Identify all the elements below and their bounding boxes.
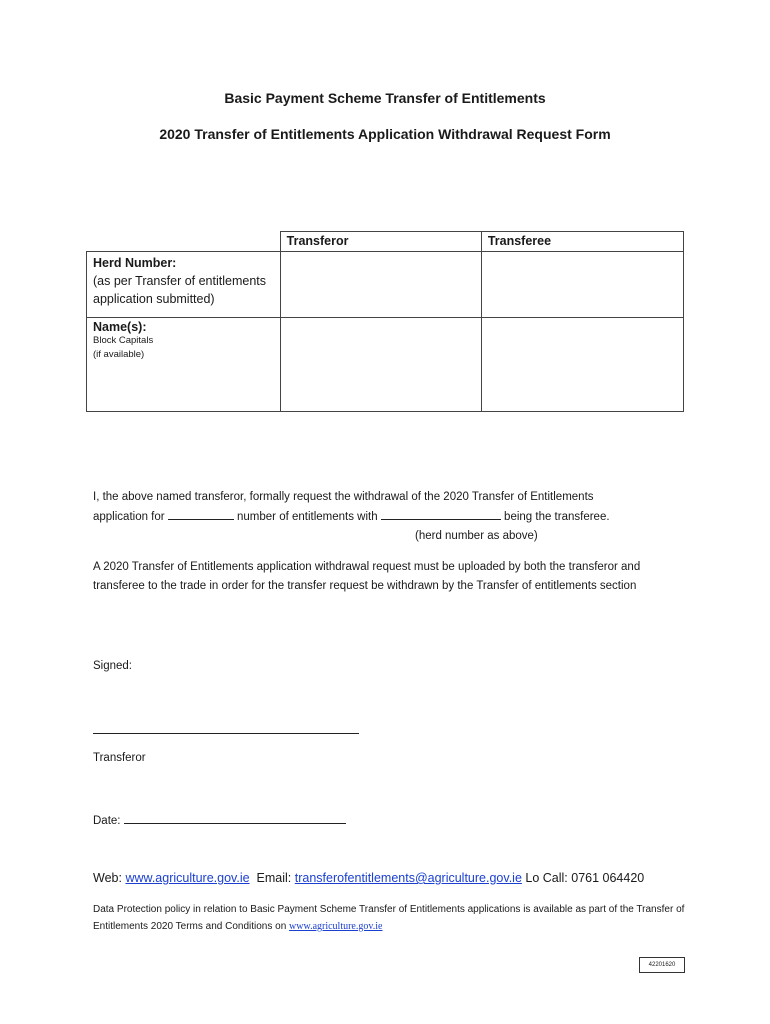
lo-call-number: Lo Call: 0761 064420 (525, 871, 645, 885)
statement-line-2-start: application for (93, 511, 165, 523)
web-link[interactable]: www.agriculture.gov.ie (125, 871, 250, 885)
transferor-label: Transferor (93, 752, 146, 764)
statement-line-2 (93, 507, 693, 527)
transferee-herd-number-field[interactable] (481, 252, 683, 318)
upload-notice: A 2020 Transfer of Entitlements application withdrawal request must be uploaded by both the transferor and transferee to the trade in order for the transfer request be withdrawn by the Transfer of entitlements section (93, 561, 641, 592)
form-code-box: 42201620 (639, 957, 685, 973)
web-label: Web: (93, 871, 122, 885)
entitlements-count-blank[interactable] (168, 507, 234, 520)
names-label: Name(s): (93, 320, 147, 334)
date-line[interactable] (124, 811, 346, 824)
statement-line-2-end: being the transferee. (504, 511, 610, 523)
date-row (93, 811, 693, 831)
transferor-names-field[interactable] (280, 318, 481, 412)
herd-number-label-cell (87, 252, 281, 318)
form-title: Basic Payment Scheme Transfer of Entitlements (224, 90, 546, 106)
contact-line (93, 869, 693, 888)
transferor-herd-number-field[interactable] (280, 252, 481, 318)
table-corner (87, 232, 281, 252)
statement-line-2-middle: number of entitlements with (237, 511, 378, 523)
signature-line[interactable] (93, 733, 359, 734)
if-available-note: (if available) (93, 349, 145, 360)
date-label: Date: (93, 815, 121, 827)
data-protection-note (93, 901, 693, 935)
herd-number-hint: (herd number as above) (415, 530, 538, 542)
column-header-transferee: Transferee (481, 232, 683, 252)
transferee-names-field[interactable] (481, 318, 683, 412)
herd-number-note: (as per Transfer of entitlements application submitted) (93, 274, 266, 306)
column-header-transferor: Transferor (280, 232, 481, 252)
herd-number-label: Herd Number: (93, 256, 177, 270)
names-label-cell (87, 318, 281, 412)
data-protection-text: Data Protection policy in relation to Basic Payment Scheme Transfer of Entitlements applications is available as part of the Transfer of Entitlements 2020 Terms and Conditions on (93, 904, 685, 932)
form-subtitle: 2020 Transfer of Entitlements Application Withdrawal Request Form (159, 126, 611, 142)
data-protection-link[interactable]: www.agriculture.gov.ie (289, 921, 383, 932)
email-link[interactable]: transferofentitlements@agriculture.gov.ie (294, 871, 522, 885)
transferee-herd-blank[interactable] (381, 507, 501, 520)
withdrawal-statement (93, 488, 693, 546)
signed-label: Signed: (93, 660, 133, 672)
statement-line-1: I, the above named transferor, formally request the withdrawal of the 2020 Transfer of Entitlements (93, 491, 594, 503)
details-table (86, 231, 684, 412)
email-label: Email: (256, 871, 292, 885)
block-capitals-note: Block Capitals (93, 335, 154, 346)
